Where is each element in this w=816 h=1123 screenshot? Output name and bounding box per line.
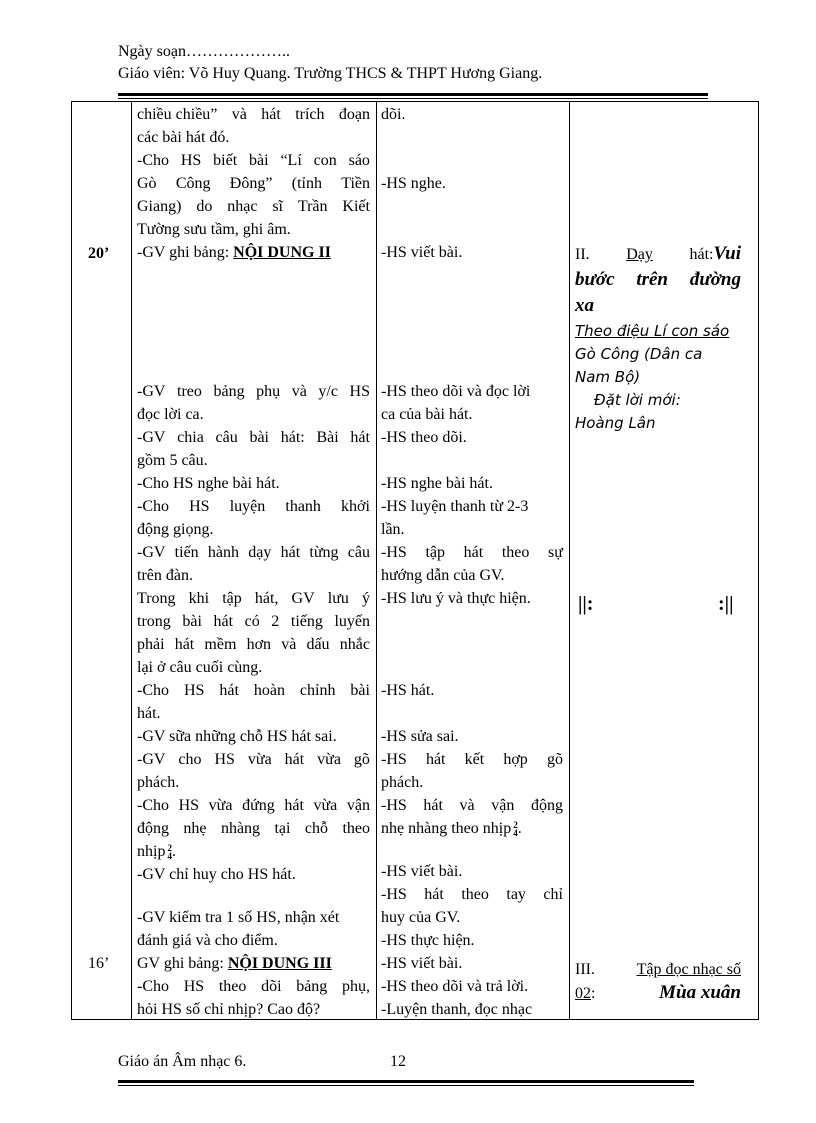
gv-line: Giang) do nhạc sĩ Trần Kiết <box>137 198 370 215</box>
song-note: Hoàng Lân <box>575 414 656 432</box>
gv-line: -Cho HS biết bài “Lí con sáo <box>137 152 370 169</box>
gv-line: -GV cho HS vừa hát vừa gõ <box>137 751 370 768</box>
gv-line: các bài hát đó. <box>137 129 230 146</box>
gv-line: -Cho HS vừa đứng hát vừa vận <box>137 797 370 814</box>
footer-title: Giáo án Âm nhạc 6. <box>118 1053 247 1070</box>
page-number: 12 <box>390 1053 406 1070</box>
gv-line: hát. <box>137 705 161 722</box>
gv-line: phải hát mềm hơn và dấu nhắc <box>137 636 370 653</box>
song-note: Đặt lời mới: <box>594 391 681 409</box>
gv-line: đánh giá và cho điểm. <box>137 932 278 949</box>
gv-line: -GV treo bảng phụ và y/c HS <box>137 383 370 400</box>
hs-line: -HS theo dõi. <box>381 429 467 446</box>
time-signature: 2 4 <box>513 820 518 839</box>
content-column <box>570 102 759 1020</box>
gv-line: Gò Công Đông” (tỉnh Tiền <box>137 175 370 192</box>
hs-line: phách. <box>381 774 424 791</box>
hs-line: -HS hát theo tay chỉ <box>381 886 563 903</box>
time-signature: 2 4 <box>167 843 172 862</box>
section-2-heading: II. Dạy hát:Vui <box>575 243 741 264</box>
section-label-2: NỘI DUNG II <box>233 244 331 261</box>
gv-line: -Cho HS luyện thanh khởi <box>137 498 370 515</box>
song-title-line: xa <box>575 295 594 316</box>
header-date: Ngày soạn……………….. <box>118 43 290 60</box>
footer-rule <box>118 1080 694 1086</box>
teacher-activity-column <box>132 102 377 1020</box>
hs-line: dõi. <box>381 106 406 123</box>
gv-line: -GV ghi bảng: NỘI DUNG II <box>137 244 331 261</box>
gv-line: -GV kiểm tra 1 số HS, nhận xét <box>137 909 340 926</box>
hs-line: -HS hát và vận động <box>381 797 563 814</box>
hs-line: -HS nghe bài hát. <box>381 475 493 492</box>
header-teacher: Giáo viên: Võ Huy Quang. Trường THCS & THPT Hương Giang. <box>118 65 543 82</box>
section-label-3: NỘI DUNG III <box>227 955 332 972</box>
student-activity-column <box>377 102 570 1020</box>
table-row <box>72 102 759 1020</box>
repeat-open-sign: ||: <box>578 593 594 615</box>
hs-line: hướng dẫn của GV. <box>381 567 505 584</box>
hs-line: -Luyện thanh, đọc nhạc <box>381 1001 533 1018</box>
time-column <box>72 102 132 1020</box>
gv-line: -GV chia câu bài hát: Bài hát <box>137 429 370 446</box>
hs-line: -HS hát kết hợp gõ <box>381 751 563 768</box>
song-note: Nam Bộ) <box>575 368 641 386</box>
gv-line: Trong khi tập hát, GV lưu ý <box>137 590 370 607</box>
gv-line: gồm 5 câu. <box>137 452 208 469</box>
time-20: 20’ <box>88 245 110 262</box>
gv-line: hỏi HS số chỉ nhịp? Cao độ? <box>137 1001 321 1018</box>
hs-line: nhẹ nhàng theo nhịp 2 4 . <box>381 820 522 839</box>
repeat-close-sign: :|| <box>718 593 734 615</box>
hs-line: -HS lưu ý và thực hiện. <box>381 590 531 607</box>
hs-line: -HS thực hiện. <box>381 932 475 949</box>
hs-line: -HS theo dõi và trả lời. <box>381 978 529 995</box>
hs-line: huy của GV. <box>381 909 461 926</box>
gv-line: phách. <box>137 774 180 791</box>
gv-line: lại ở câu cuối cùng. <box>137 659 263 676</box>
hs-line: -HS tập hát theo sự <box>381 544 563 561</box>
gv-line: trên đàn. <box>137 567 193 584</box>
song-note: Theo điệu Lí con sáo <box>575 322 730 340</box>
gv-line: đọc lời ca. <box>137 406 204 423</box>
hs-line: -HS viết bài. <box>381 244 463 261</box>
hs-line: -HS theo dõi và đọc lời <box>381 383 531 400</box>
song-title-line: bước trên đường <box>575 269 741 290</box>
hs-line: -HS luyện thanh từ 2-3 <box>381 498 529 515</box>
hs-line: -HS hát. <box>381 682 435 699</box>
gv-line: động giọng. <box>137 521 214 538</box>
gv-line: -GV chỉ huy cho HS hát. <box>137 866 296 883</box>
gv-line: trong bài hát có 2 tiếng luyến <box>137 613 370 630</box>
gv-line: -GV tiến hành dạy hát từng câu <box>137 544 370 561</box>
gv-line: Tường sưu tầm, ghi âm. <box>137 221 291 238</box>
time-16: 16’ <box>88 955 110 972</box>
hs-line: -HS viết bài. <box>381 863 463 880</box>
hs-line: ca của bài hát. <box>381 406 473 423</box>
section-3-title: 02: Mùa xuân <box>575 982 741 1003</box>
gv-line: nhịp 2 4 . <box>137 843 176 862</box>
gv-line: GV ghi bảng: NỘI DUNG III <box>137 955 332 972</box>
hs-line: -HS viết bài. <box>381 955 463 972</box>
gv-line: chiều chiều” và hát trích đoạn <box>137 106 370 123</box>
hs-line: -HS nghe. <box>381 175 446 192</box>
song-note: Gò Công (Dân ca <box>575 345 703 363</box>
header-rule <box>118 93 708 99</box>
gv-line: động nhẹ nhàng tại chỗ theo <box>137 820 370 837</box>
gv-line: -Cho HS theo dõi bảng phụ, <box>137 978 370 995</box>
hs-line: -HS sửa sai. <box>381 728 459 745</box>
hs-line: lần. <box>381 521 405 538</box>
lesson-table <box>71 101 759 1020</box>
gv-line: -GV sữa những chỗ HS hát sai. <box>137 728 337 745</box>
section-3-heading: III. Tập đọc nhạc số <box>575 961 741 978</box>
gv-line: -Cho HS hát hoàn chỉnh bài <box>137 682 370 699</box>
gv-line: -Cho HS nghe bài hát. <box>137 475 280 492</box>
